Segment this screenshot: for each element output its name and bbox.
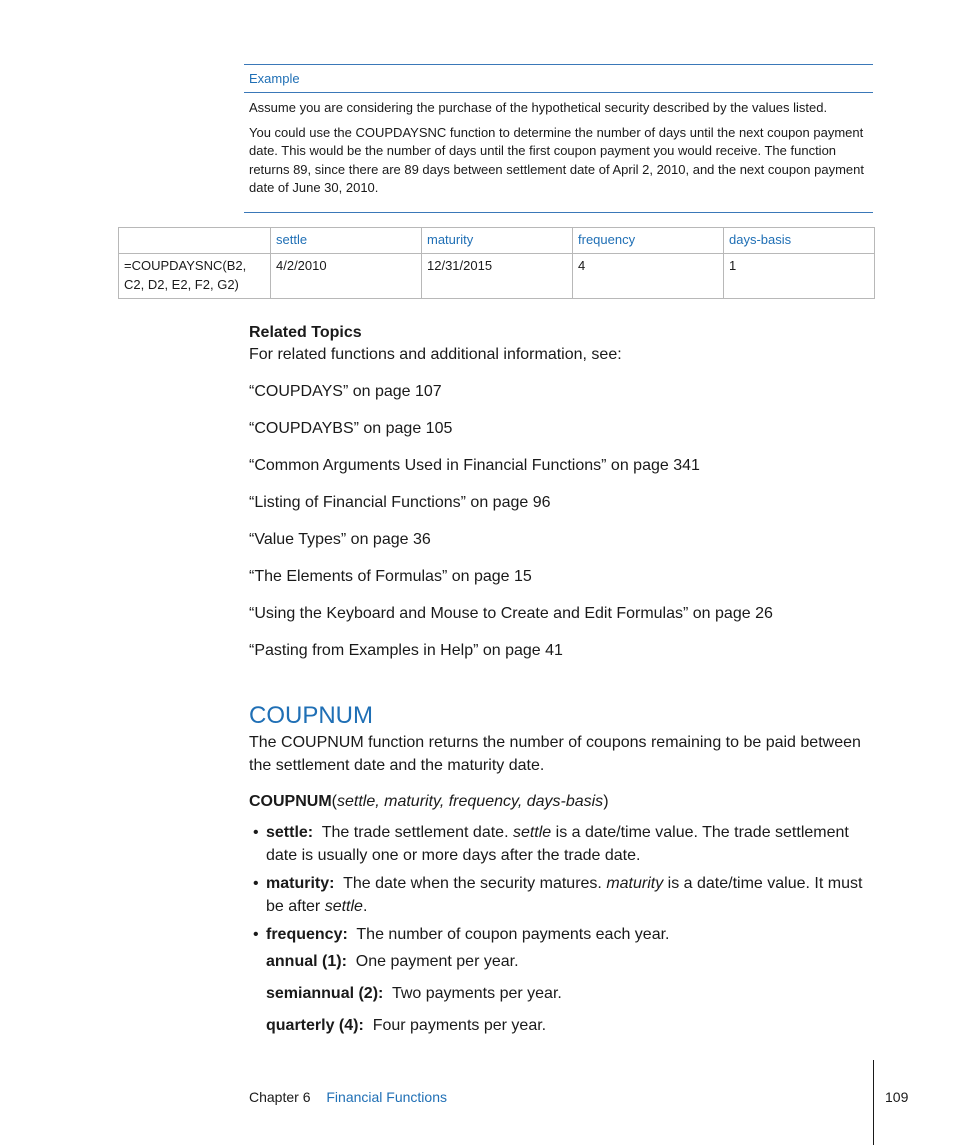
table-cell: =COUPDAYSNC(B2, C2, D2, E2, F2, G2) bbox=[119, 254, 271, 299]
section-title: COUPNUM bbox=[249, 702, 373, 729]
option-name: semiannual (2): bbox=[266, 985, 384, 1002]
bullet: • bbox=[253, 875, 259, 892]
argument-name: frequency: bbox=[266, 926, 348, 943]
table-header-cell bbox=[119, 228, 271, 254]
bullet: • bbox=[253, 824, 259, 841]
argument-list bbox=[249, 821, 874, 1047]
related-topics-intro: For related functions and additional information, see: bbox=[249, 346, 622, 363]
syntax-function-name: COUPNUM bbox=[249, 793, 332, 810]
argument-italic: settle bbox=[324, 898, 363, 915]
table-cell: 1 bbox=[724, 254, 875, 299]
related-link-listing-financial[interactable]: “Listing of Financial Functions” on page 96 bbox=[249, 494, 551, 511]
frequency-option-annual bbox=[249, 951, 874, 973]
related-link-elements-formulas[interactable]: “The Elements of Formulas” on page 15 bbox=[249, 568, 532, 585]
option-text: One payment per year. bbox=[355, 953, 519, 970]
table-cell: 4 bbox=[573, 254, 724, 299]
example-paragraph: You could use the COUPDAYSNC function to determine the number of days until the next coupon payment date. This would be the number of days until the first coupon payment you would receive. The function returns 89, since there are 89 days between settlement date of April 2, 2010, and the next coupon payment date of June 30, 2010. bbox=[249, 124, 865, 195]
argument-text: . bbox=[362, 898, 368, 915]
argument-item-frequency bbox=[249, 923, 874, 946]
function-syntax bbox=[249, 791, 609, 813]
table-cell: 4/2/2010 bbox=[271, 254, 422, 299]
syntax-open-paren: ( bbox=[331, 793, 337, 810]
related-link-value-types[interactable]: “Value Types” on page 36 bbox=[249, 531, 431, 548]
table-header-cell: settle bbox=[271, 228, 422, 254]
frequency-option-quarterly bbox=[249, 1015, 874, 1037]
table-header-cell: maturity bbox=[422, 228, 573, 254]
argument-text: The number of coupon payments each year. bbox=[356, 926, 670, 943]
argument-item-settle bbox=[249, 821, 874, 867]
related-link-keyboard-mouse[interactable]: “Using the Keyboard and Mouse to Create and Edit Formulas” on page 26 bbox=[249, 605, 773, 622]
argument-text: The date when the security matures. bbox=[343, 875, 607, 892]
argument-text: is a date/time value. The trade settlement date is usually one or more days after the trade date. bbox=[266, 824, 849, 864]
related-link-coupdaybs[interactable]: “COUPDAYBS” on page 105 bbox=[249, 420, 453, 437]
argument-item-maturity bbox=[249, 872, 874, 918]
example-table bbox=[118, 227, 875, 299]
example-heading: Example bbox=[249, 71, 300, 86]
footer-section-link[interactable]: Financial Functions bbox=[326, 1089, 447, 1105]
related-link-coupdays[interactable]: “COUPDAYS” on page 107 bbox=[249, 383, 442, 400]
page-number: 109 bbox=[885, 1089, 909, 1105]
argument-italic: maturity bbox=[606, 875, 664, 892]
example-paragraph: Assume you are considering the purchase of the hypothetical security described by the values listed. bbox=[249, 100, 828, 115]
table-cell: 12/31/2015 bbox=[422, 254, 573, 299]
related-topics bbox=[249, 322, 869, 677]
argument-text: The trade settlement date. bbox=[321, 824, 513, 841]
table-row bbox=[119, 254, 875, 299]
syntax-close-paren: ) bbox=[603, 793, 609, 810]
example-bottom-rule bbox=[244, 212, 873, 213]
argument-name: settle: bbox=[266, 824, 314, 841]
related-topics-heading: Related Topics bbox=[249, 324, 362, 341]
syntax-arguments: settle, maturity, frequency, days-basis bbox=[337, 793, 604, 810]
section-description: The COUPNUM function returns the number of coupons remaining to be paid between the settlement date and the maturity date. bbox=[249, 734, 861, 774]
option-name: quarterly (4): bbox=[266, 1017, 364, 1034]
option-name: annual (1): bbox=[266, 953, 347, 970]
example-body bbox=[244, 93, 873, 212]
argument-name: maturity: bbox=[266, 875, 335, 892]
related-link-pasting-examples[interactable]: “Pasting from Examples in Help” on page 41 bbox=[249, 642, 563, 659]
page-footer bbox=[249, 1087, 447, 1107]
argument-text: is a date/time value. It must be after bbox=[266, 875, 863, 915]
related-link-common-arguments[interactable]: “Common Arguments Used in Financial Functions” on page 341 bbox=[249, 457, 700, 474]
footer-divider bbox=[873, 1060, 874, 1145]
table-header-cell: frequency bbox=[573, 228, 724, 254]
option-text: Two payments per year. bbox=[391, 985, 562, 1002]
frequency-option-semiannual bbox=[249, 983, 874, 1005]
option-text: Four payments per year. bbox=[372, 1017, 547, 1034]
footer-chapter: Chapter 6 bbox=[249, 1089, 311, 1105]
table-header-cell: days-basis bbox=[724, 228, 875, 254]
example-box bbox=[244, 64, 873, 213]
table-header-row bbox=[119, 228, 875, 254]
bullet: • bbox=[253, 926, 259, 943]
argument-italic: settle bbox=[512, 824, 552, 841]
